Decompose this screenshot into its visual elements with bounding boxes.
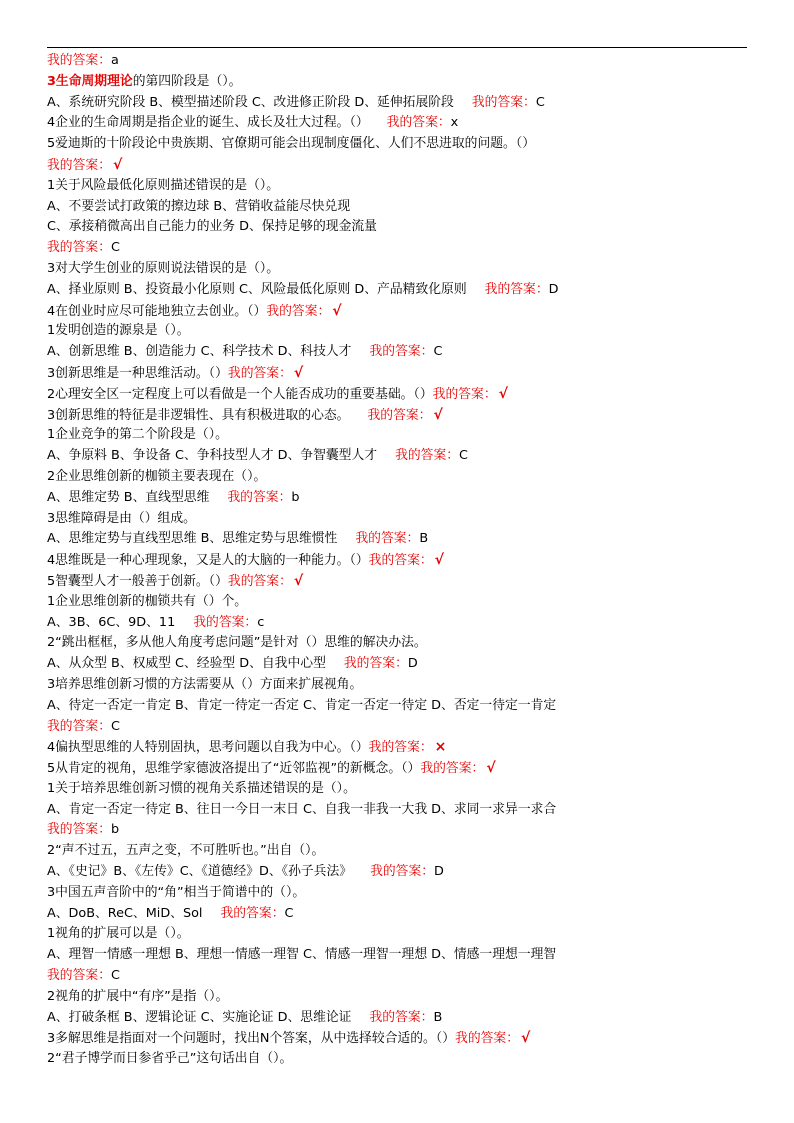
answer-label: 我的答案： [355, 531, 420, 547]
answer-label: 我的答案： [395, 448, 460, 464]
answer-label: 我的答案： [47, 240, 111, 256]
highlighted-term: 3生命周期理论 [47, 73, 133, 89]
question-line [47, 176, 767, 197]
question-line [47, 51, 767, 72]
question-line [47, 363, 767, 384]
question-line [47, 654, 767, 675]
answer-label: 我的答案： [386, 115, 451, 131]
question-line [47, 342, 767, 363]
question-text: A、《史记》B、《左传》C、《道德经》D、《孙子兵法》 [47, 864, 353, 880]
question-line [47, 820, 767, 841]
question-text: A、择业原则 B、投资最小化原则 C、风险最低化原则 D、产品精致化原则 [47, 281, 467, 297]
question-line [47, 217, 767, 238]
question-text: A、3B、6C、9D、11 [47, 614, 176, 630]
answer-label: 我的答案： [227, 365, 292, 381]
question-line [47, 446, 767, 467]
question-text: A、待定一否定一肯定 B、肯定一待定一否定 C、肯定一否定一待定 D、否定一待定一肯定 [47, 697, 557, 713]
answer-mark-icon: √ [332, 302, 342, 319]
question-line [47, 758, 767, 779]
question-text: 4在创业时应尽可能地独立去创业。（） [47, 303, 267, 319]
answer-label: 我的答案： [266, 303, 331, 319]
answer-label: 我的答案： [367, 407, 432, 423]
question-text: C、承接稍微高出自己能力的业务 D、保持足够的现金流量 [47, 219, 377, 235]
question-text: 2“君子博学而日参省乎己”这句话出自（）。 [47, 1051, 293, 1067]
answer-mark-icon: √ [434, 552, 444, 569]
question-line [47, 384, 767, 405]
answer-value: C [459, 448, 468, 464]
question-text: 3创新思维是一种思维活动。（） [47, 365, 228, 381]
question-text: A、思维定势 B、直线型思维 [47, 489, 210, 505]
question-text: 的第四阶段是（）。 [132, 73, 242, 89]
question-text: A、打破条框 B、逻辑论证 C、实施论证 D、思维论证 [47, 1009, 352, 1025]
question-line [47, 633, 767, 654]
question-line [47, 259, 767, 280]
answer-value: D [548, 281, 559, 297]
answer-value: b [110, 822, 120, 838]
question-text: 2“声不过五，五声之变，不可胜听也。”出自（）。 [47, 843, 325, 859]
answer-value: b [291, 489, 300, 505]
question-text: 4思维既是一种心理现象，又是人的大脑的一种能力。（） [47, 553, 369, 569]
answer-mark-icon: √ [486, 760, 496, 777]
answer-label: 我的答案： [471, 94, 536, 110]
question-line [47, 113, 767, 134]
question-text: 5爱迪斯的十阶段论中贵族期、官僚期可能会出现制度僵化、人们不思进取的问题。（） [47, 136, 536, 152]
question-line [47, 155, 767, 176]
question-line [47, 197, 767, 218]
question-line [47, 550, 767, 571]
question-text: 2心理安全区一定程度上可以看做是一个人能否成功的重要基础。（） [47, 386, 433, 402]
question-line [47, 529, 767, 550]
answer-label: 我的答案： [47, 157, 111, 173]
question-text: A、思维定势与直线型思维 B、思维定势与思维惯性 [47, 531, 338, 547]
question-text: 4企业的生命周期是指企业的诞生、成长及壮大过程。（） [47, 115, 369, 131]
question-line [47, 72, 767, 93]
answer-mark-icon: √ [293, 572, 304, 589]
question-line [47, 696, 767, 717]
question-line [47, 571, 767, 592]
question-line [47, 1049, 767, 1070]
answer-value: D [434, 864, 444, 880]
question-line [47, 488, 767, 509]
header-rule [47, 47, 747, 48]
question-line [47, 717, 767, 738]
question-line [47, 987, 767, 1008]
question-text: 5智囊型人才一般善于创新。（） [47, 573, 228, 589]
question-line [47, 1008, 767, 1029]
answer-label: 我的答案： [369, 344, 434, 360]
answer-mark-icon: √ [293, 364, 304, 381]
answer-label: 我的答案： [368, 740, 433, 756]
answer-value: x [450, 115, 459, 131]
question-line [47, 321, 767, 342]
question-line [47, 1028, 767, 1049]
question-line [47, 841, 767, 862]
question-line [47, 301, 767, 322]
question-line [47, 467, 767, 488]
answer-label: 我的答案： [47, 822, 111, 838]
question-line [47, 800, 767, 821]
question-list [47, 51, 767, 1070]
question-text: 1关于培养思维创新习惯的视角关系描述错误的是（）。 [47, 780, 356, 796]
answer-label: 我的答案： [227, 489, 292, 505]
answer-value: a [110, 53, 119, 68]
question-text: 4偏执型思维的人特别固执，思考问题以自我为中心。（） [47, 740, 369, 756]
question-text: 2企业思维创新的枷锁主要表现在（）。 [47, 468, 267, 484]
question-line [47, 945, 767, 966]
question-text: A、理智一情感一理想 B、理想一情感一理智 C、情感一理智一理想 D、情感一理想一理智 [47, 947, 557, 963]
question-text: 3思维障碍是由（）组成。 [47, 510, 196, 526]
question-text: 1视角的扩展可以是（）。 [47, 926, 190, 942]
answer-value: C [110, 718, 120, 734]
question-text: A、系统研究阶段 B、模型描述阶段 C、改进修正阶段 D、延伸拓展阶段 [47, 94, 454, 110]
question-text: 5从肯定的视角，思维学家德波洛提出了“近邻监视”的新概念。（） [47, 761, 421, 777]
question-text: 1企业思维创新的枷锁共有（）个。 [47, 593, 248, 609]
answer-label: 我的答案： [369, 1009, 434, 1025]
question-text: 3创新思维的特征是非逻辑性、具有积极进取的心态。 [47, 407, 350, 423]
answer-value: D [407, 656, 418, 672]
question-text: A、不要尝试打政策的擦边球 B、营销收益能尽快兑现 [47, 198, 351, 214]
answer-value: c [257, 614, 265, 630]
question-text: 3培养思维创新习惯的方法需要从（）方面来扩展视角。 [47, 676, 363, 692]
question-line [47, 883, 767, 904]
question-text: 1企业竞争的第二个阶段是（）。 [47, 427, 228, 443]
answer-label: 我的答案： [227, 573, 292, 589]
answer-value: C [433, 344, 443, 360]
question-line [47, 862, 767, 883]
question-line [47, 904, 767, 925]
answer-label: 我的答案： [193, 614, 258, 630]
answer-label: 我的答案： [420, 761, 485, 777]
question-text: 3多解思维是指面对一个问题时，找出N个答案，从中选择较合适的。（） [47, 1031, 456, 1047]
question-line [47, 675, 767, 696]
answer-value: B [433, 1009, 443, 1025]
question-line [47, 405, 767, 426]
question-text: 2“跳出框框，多从他人角度考虑问题”是针对（）思维的解决办法。 [47, 635, 427, 651]
question-text: A、从众型 B、权威型 C、经验型 D、自我中心型 [47, 656, 326, 672]
question-line [47, 737, 767, 758]
question-line [47, 613, 767, 634]
question-line [47, 592, 767, 613]
answer-value: B [419, 531, 429, 547]
question-line [47, 924, 767, 945]
question-line [47, 238, 767, 259]
answer-label: 我的答案： [47, 718, 111, 734]
answer-label: 我的答案： [47, 968, 111, 984]
question-line [47, 966, 767, 987]
answer-label: 我的答案： [455, 1031, 520, 1047]
answer-value: C [284, 905, 294, 921]
answer-value: C [110, 968, 120, 984]
answer-label: 我的答案： [484, 281, 549, 297]
answer-mark-icon: √ [112, 156, 123, 173]
question-line [47, 134, 767, 155]
question-line [47, 280, 767, 301]
question-text: A、DoB、ReC、MiD、Sol [47, 905, 203, 921]
question-text: 1发明创造的源泉是（）。 [47, 323, 190, 339]
question-line [47, 779, 767, 800]
answer-mark-icon: √ [498, 385, 508, 402]
answer-label: 我的答案： [368, 553, 433, 569]
answer-label: 我的答案： [343, 656, 408, 672]
question-text: 1关于风险最低化原则描述错误的是（）。 [47, 177, 280, 193]
question-line [47, 93, 767, 114]
question-line [47, 425, 767, 446]
question-text: 3中国五声音阶中的“角”相当于简谱中的（）。 [47, 884, 306, 900]
answer-mark-icon: √ [521, 1030, 531, 1047]
question-text: A、创新思维 B、创造能力 C、科学技术 D、科技人才 [47, 344, 352, 360]
answer-label: 我的答案： [432, 386, 497, 402]
answer-label: 我的答案： [370, 864, 435, 880]
answer-mark-icon: √ [433, 406, 443, 423]
answer-label: 我的答案： [47, 53, 111, 68]
answer-value: C [110, 240, 120, 256]
answer-value: C [535, 94, 545, 110]
question-text: 2视角的扩展中“有序”是指（）。 [47, 988, 229, 1004]
question-text: A、肯定一否定一待定 B、往日一今日一末日 C、自我一非我一大我 D、求同一求异一求合 [47, 801, 557, 817]
question-line [47, 509, 767, 530]
question-text: 3对大学生创业的原则说法错误的是（）。 [47, 260, 280, 276]
answer-label: 我的答案： [220, 905, 285, 921]
question-text: A、争原料 B、争设备 C、争科技型人才 D、争智囊型人才 [47, 448, 378, 464]
answer-mark-icon: × [434, 739, 447, 756]
